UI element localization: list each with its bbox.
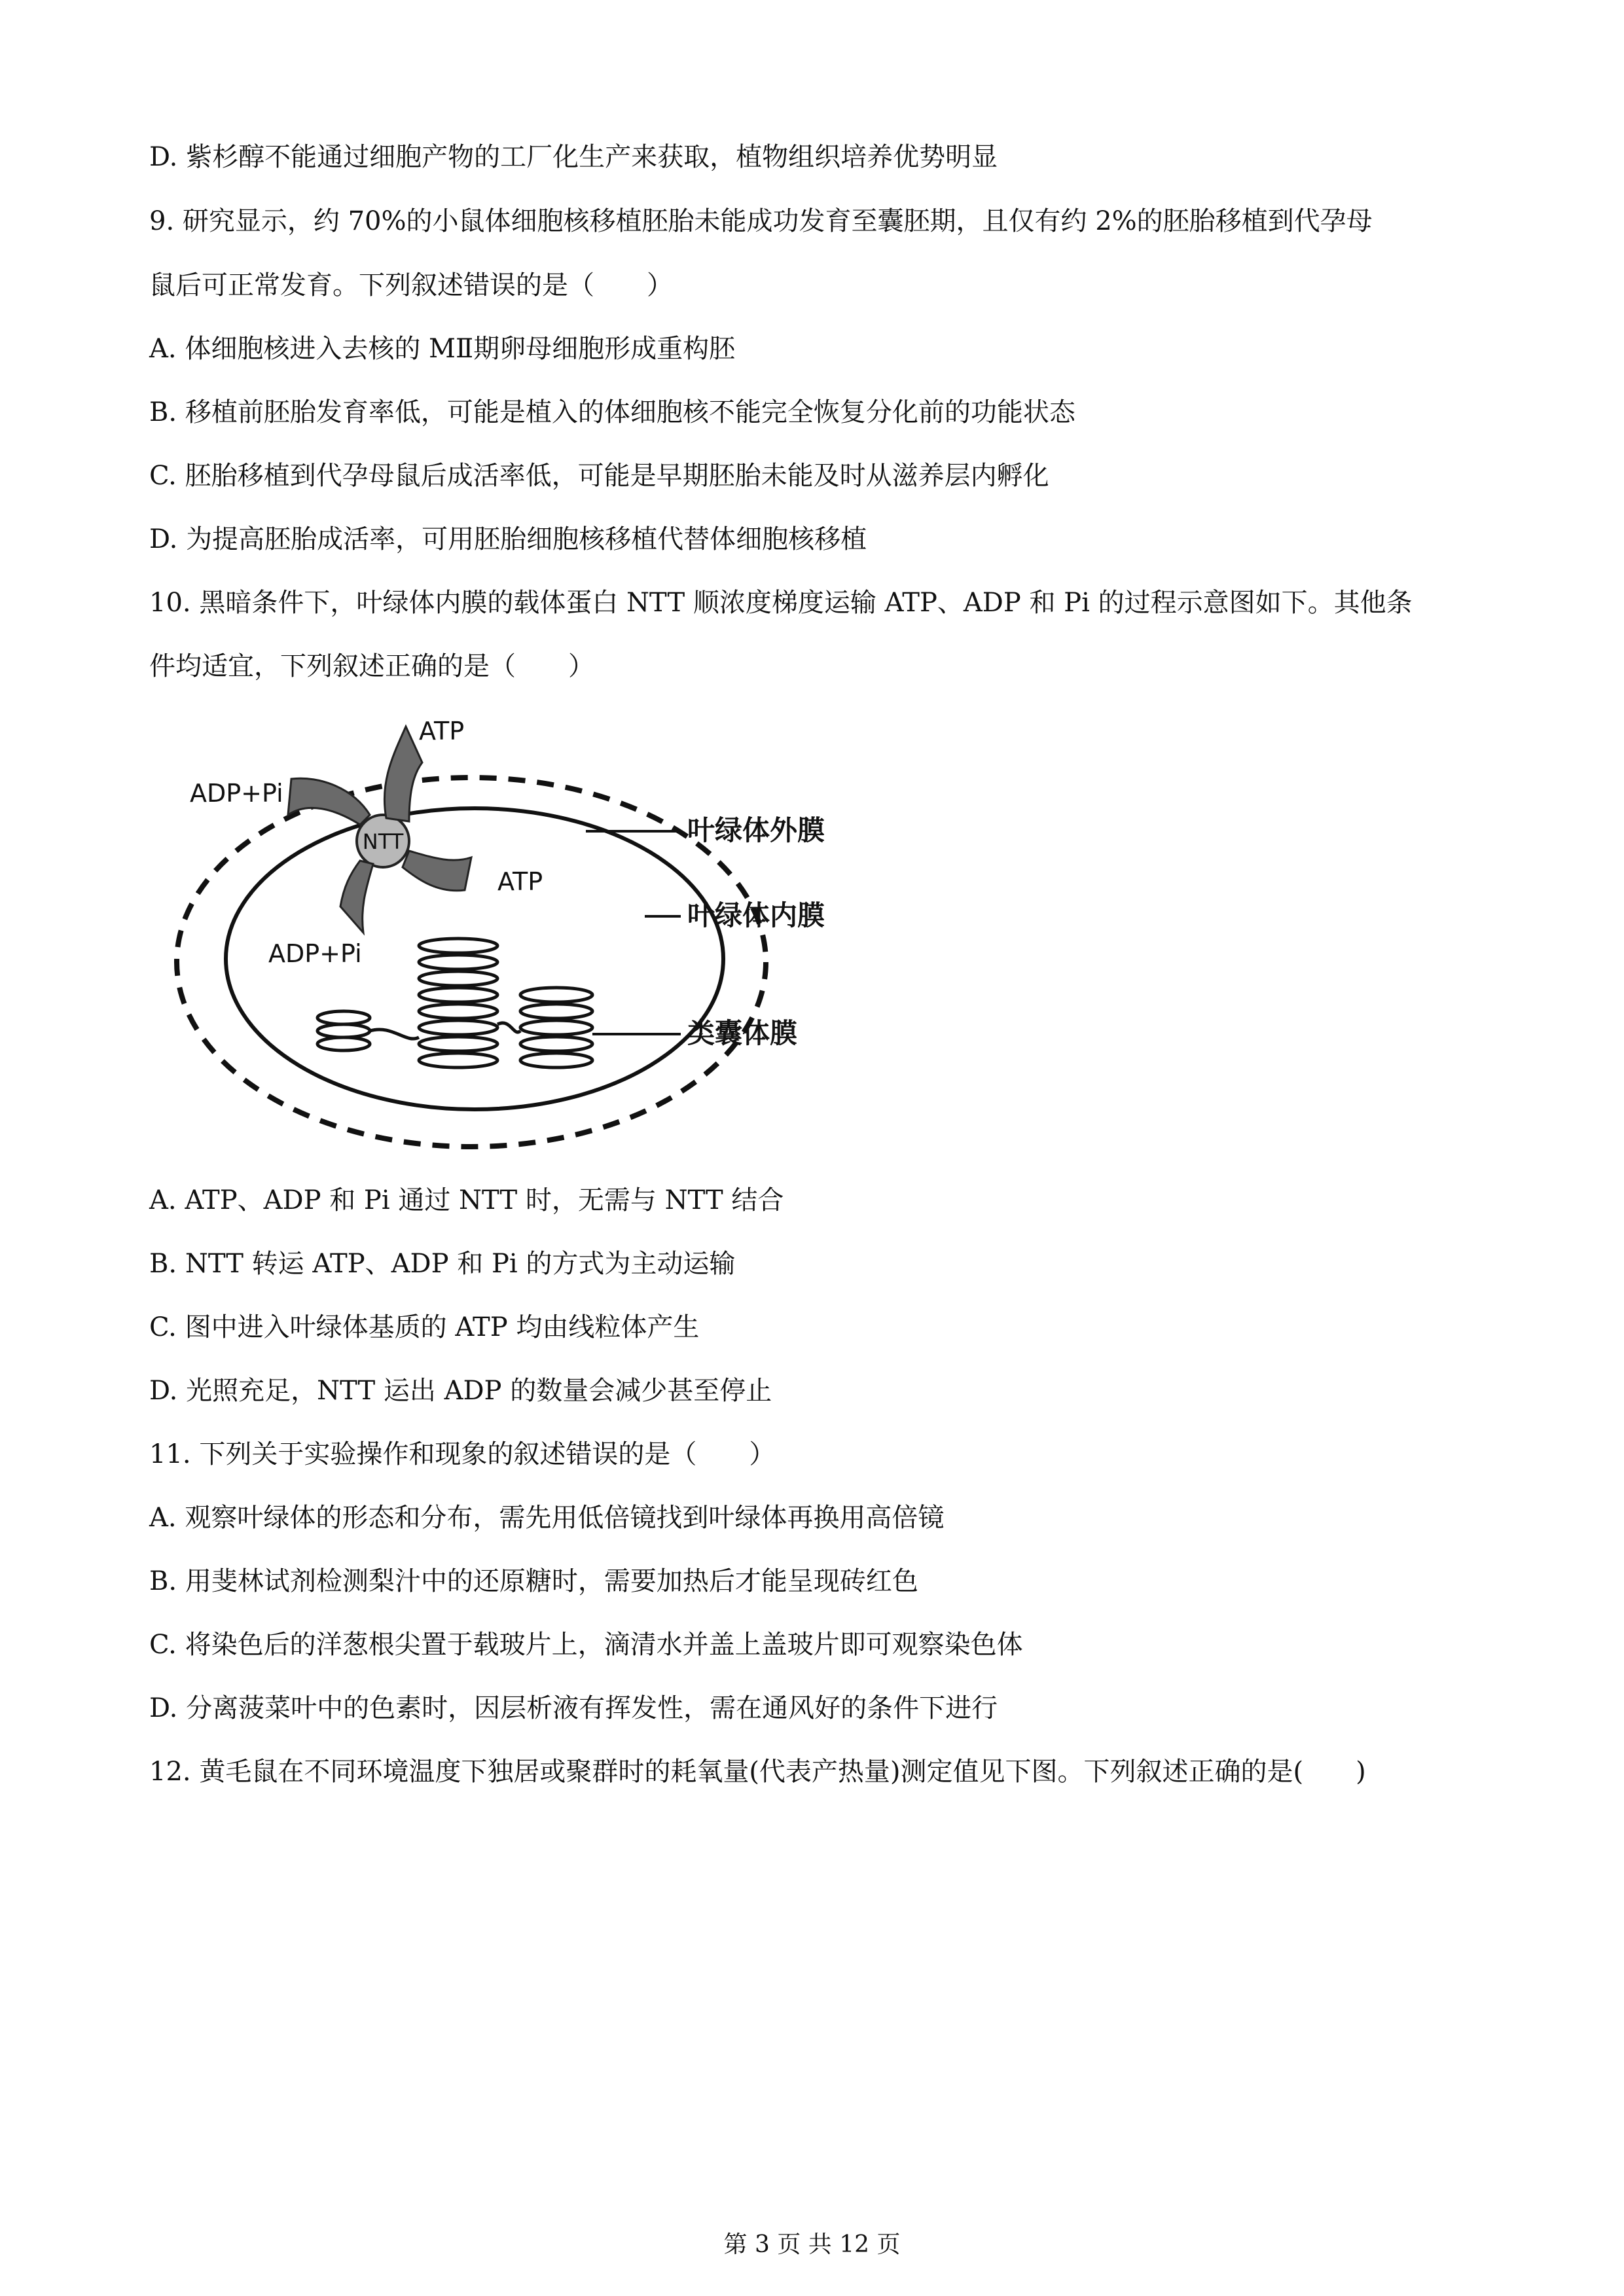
- q11-stem: 11. 下列关于实验操作和现象的叙述错误的是（ ）: [149, 1439, 776, 1469]
- label-outer-membrane: 叶绿体外膜: [687, 814, 825, 846]
- label-ntt: NTT: [362, 829, 404, 854]
- q9-stem-line1: 9. 研究显示，约 70%的小鼠体细胞核移植胚胎未能成功发育至囊胚期，且仅有约 2%的胚胎移植到代孕母: [149, 206, 1373, 236]
- atp-arrow-right: [403, 851, 471, 891]
- q9-option-c: C. 胚胎移植到代孕母鼠后成活率低，可能是早期胚胎未能及时从滋养层内孵化: [149, 461, 1049, 491]
- q10-stem-line1: 10. 黑暗条件下，叶绿体内膜的载体蛋白 NTT 顺浓度梯度运输 ATP、ADP 和 Pi 的过程示意图如下。其他条: [149, 588, 1413, 618]
- q11-option-c: C. 将染色后的洋葱根尖置于载玻片上，滴清水并盖上盖玻片即可观察染色体: [149, 1630, 1023, 1660]
- q10-option-a: A. ATP、ADP 和 Pi 通过 NTT 时，无需与 NTT 结合: [149, 1185, 784, 1215]
- q11-option-d: D. 分离菠菜叶中的色素时，因层析液有挥发性，需在通风好的条件下进行: [149, 1693, 998, 1723]
- label-adp-pi-top: ADP+Pi: [190, 779, 283, 808]
- adp-arrow-bottom: [340, 861, 373, 933]
- label-atp-top: ATP: [419, 717, 465, 745]
- page-footer: 第 3 页 共 12 页: [723, 2231, 901, 2258]
- q11-option-a: A. 观察叶绿体的形态和分布，需先用低倍镜找到叶绿体再换用高倍镜: [149, 1503, 945, 1533]
- q9-option-b: B. 移植前胚胎发育率低，可能是植入的体细胞核不能完全恢复分化前的功能状态: [149, 397, 1075, 427]
- ntt-chloroplast-diagram: [157, 710, 884, 1155]
- q9-option-a: A. 体细胞核进入去核的 MⅡ期卵母细胞形成重构胚: [149, 334, 736, 364]
- q12-stem: 12. 黄毛鼠在不同环境温度下独居或聚群时的耗氧量(代表产热量)测定值见下图。下列叙述正确的是( ): [149, 1757, 1366, 1787]
- q11-option-b: B. 用斐林试剂检测梨汁中的还原糖时，需要加热后才能呈现砖红色: [149, 1566, 918, 1596]
- outer-membrane-ellipse: [177, 778, 766, 1147]
- atp-arrow-top: [384, 726, 422, 821]
- label-atp-right: ATP: [497, 867, 543, 896]
- q9-option-d: D. 为提高胚胎成活率，可用胚胎细胞核移植代替体细胞核移植: [149, 524, 867, 554]
- q9-stem-line2: 鼠后可正常发育。下列叙述错误的是（ ）: [149, 270, 673, 300]
- adp-arrow-top: [288, 778, 370, 825]
- label-inner-membrane: 叶绿体内膜: [687, 899, 825, 931]
- q10-option-b: B. NTT 转运 ATP、ADP 和 Pi 的方式为主动运输: [149, 1249, 736, 1279]
- label-thylakoid-membrane: 类囊体膜: [687, 1017, 798, 1049]
- q10-stem-line2: 件均适宜，下列叙述正确的是（ ）: [149, 651, 594, 681]
- q8-option-d: D. 紫杉醇不能通过细胞产物的工厂化生产来获取，植物组织培养优势明显: [149, 142, 998, 172]
- q10-option-d: D. 光照充足，NTT 运出 ADP 的数量会减少甚至停止: [149, 1376, 772, 1406]
- label-adp-pi-bottom: ADP+Pi: [268, 939, 362, 968]
- q10-option-c: C. 图中进入叶绿体基质的 ATP 均由线粒体产生: [149, 1312, 700, 1342]
